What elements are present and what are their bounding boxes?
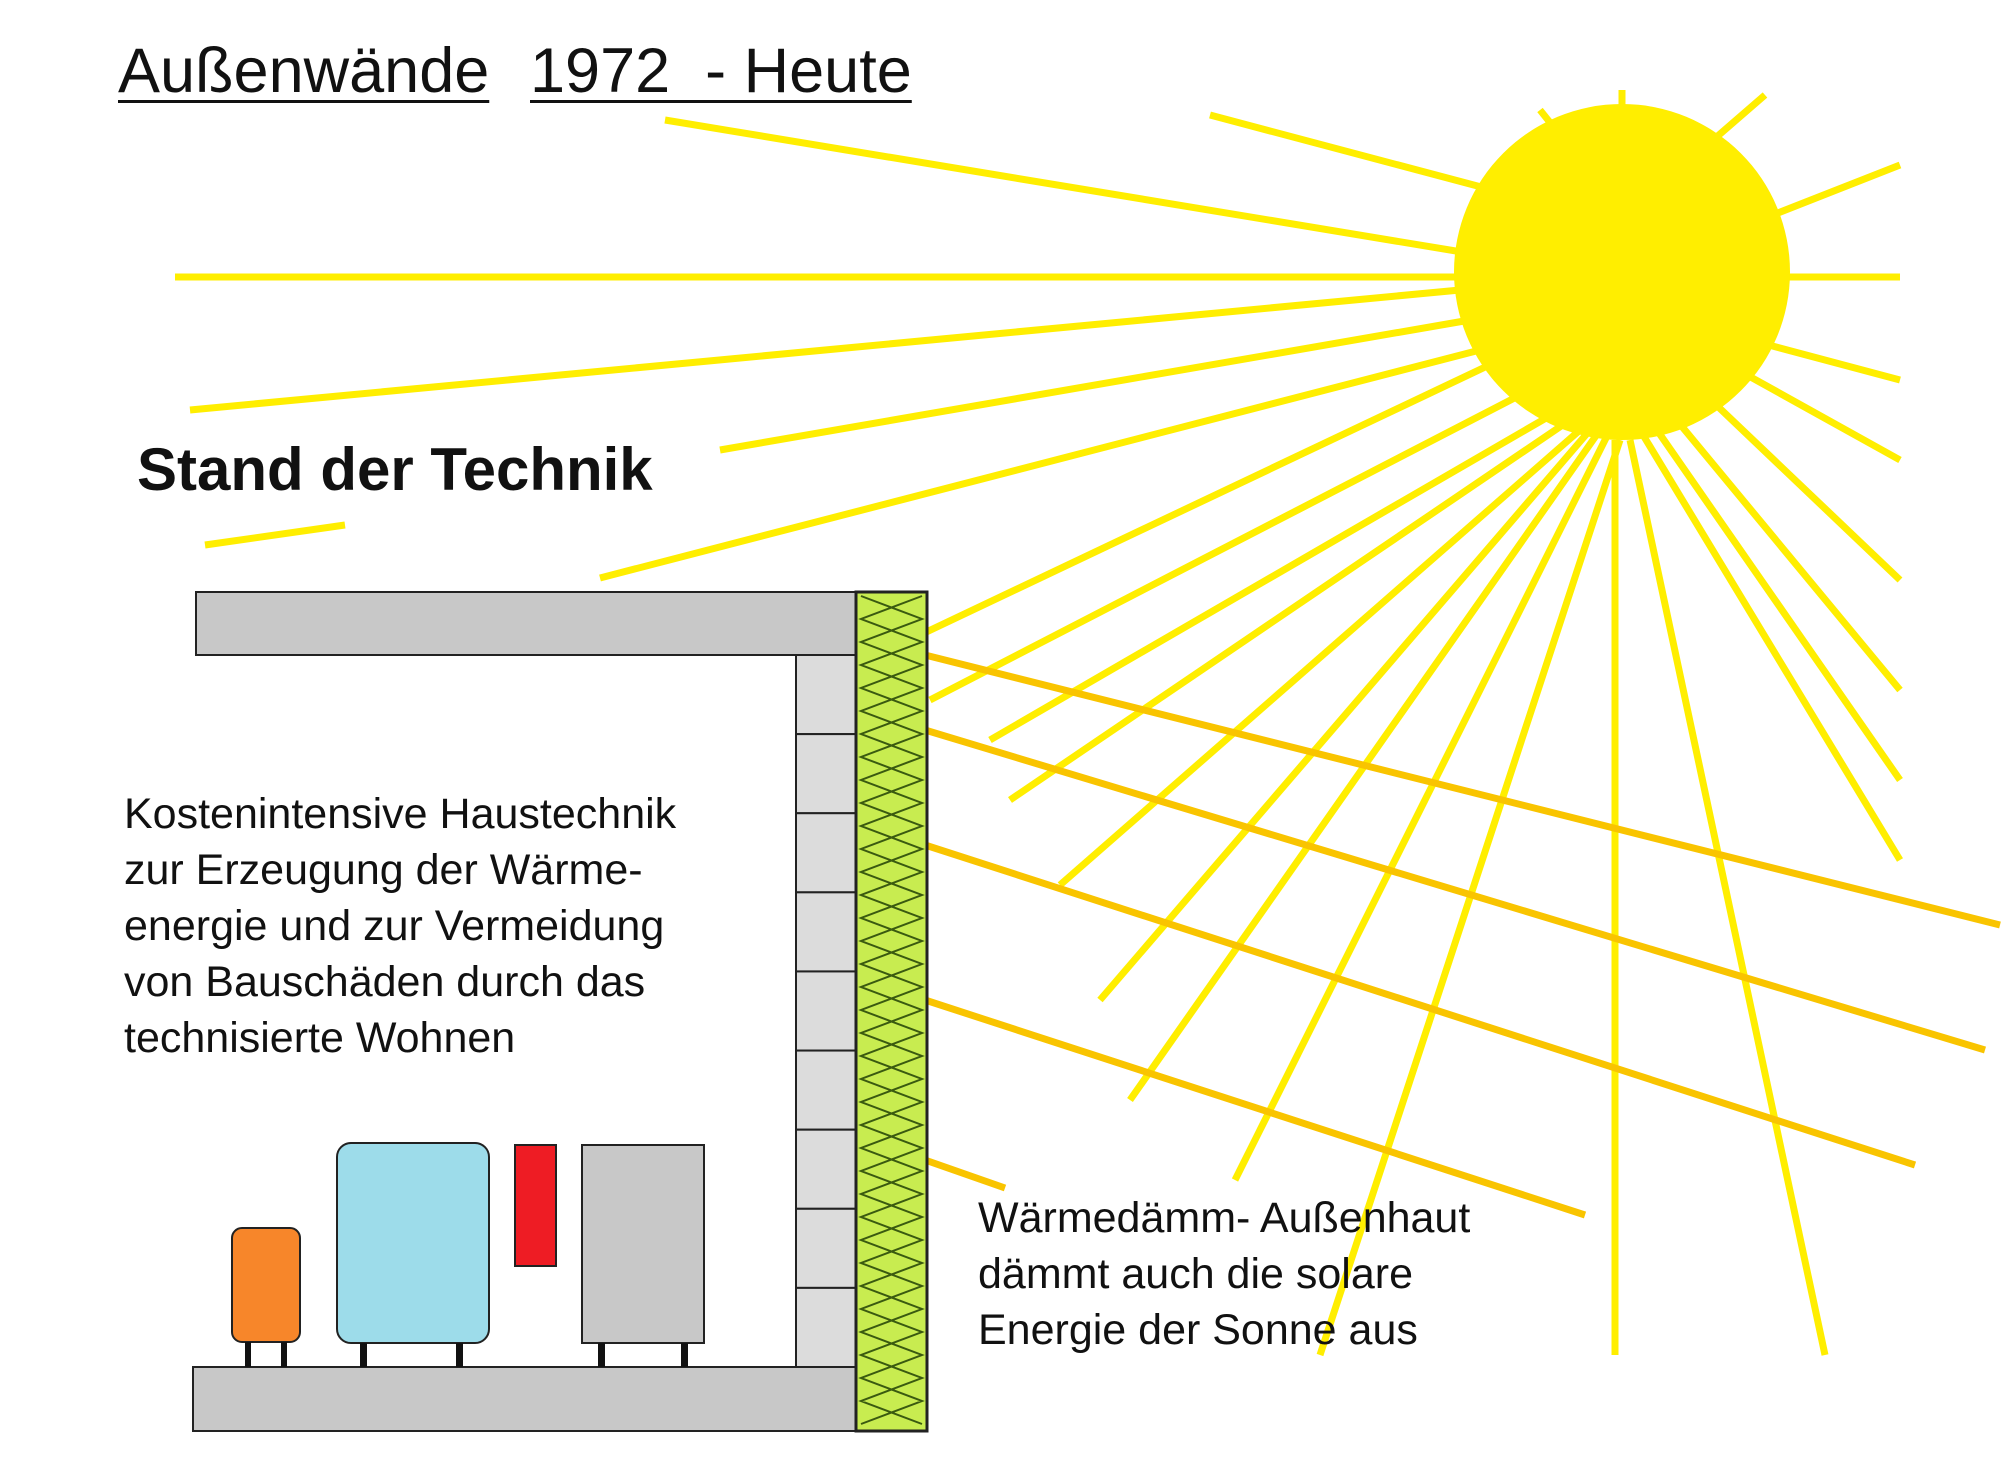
- storage-tank: [337, 1143, 489, 1343]
- masonry-block: [796, 1051, 856, 1130]
- right-caption: [978, 1190, 1470, 1358]
- sun-ray: [1760, 165, 1900, 220]
- boiler-leg: [598, 1343, 605, 1367]
- title-part-1: Außenwände: [118, 36, 490, 106]
- sun-ray: [665, 120, 1480, 255]
- sun-ray: [205, 525, 345, 545]
- heading: Stand der Technik: [137, 436, 653, 503]
- red-radiator: [515, 1145, 556, 1266]
- tank-leg: [456, 1343, 463, 1367]
- sun-ray: [1690, 380, 1900, 580]
- reflected-ray: [925, 1160, 1005, 1188]
- masonry-block: [796, 1209, 856, 1288]
- left-caption: [124, 786, 676, 1066]
- boiler: [582, 1145, 704, 1343]
- left-caption-line: Kostenintensive Haustechnik: [124, 790, 677, 838]
- masonry-block: [796, 892, 856, 971]
- left-caption-line: zur Erzeugung der Wärme-: [124, 846, 643, 894]
- masonry-block: [796, 813, 856, 892]
- orange-heater: [232, 1228, 300, 1342]
- sun-ray: [1235, 430, 1610, 1180]
- left-caption-line: energie und zur Vermeidung: [124, 902, 665, 950]
- sun-ray: [190, 290, 1460, 410]
- sun-ray: [1010, 420, 1570, 800]
- reflected-ray: [925, 1000, 1585, 1215]
- masonry-block: [796, 1130, 856, 1209]
- masonry-block: [796, 971, 856, 1050]
- heater-leg: [281, 1342, 287, 1367]
- tank-leg: [360, 1343, 367, 1367]
- reflected-ray: [925, 730, 1985, 1050]
- ceiling-slab: [196, 592, 856, 655]
- masonry-block: [796, 655, 856, 734]
- left-caption-line: technisierte Wohnen: [124, 1014, 516, 1062]
- reflected-rays: [925, 655, 2000, 1215]
- reflected-ray: [925, 845, 1915, 1165]
- floor-slab: [193, 1367, 856, 1431]
- right-caption-line: dämmt auch die solare: [978, 1250, 1413, 1298]
- right-caption-line: Energie der Sonne aus: [978, 1306, 1418, 1354]
- left-caption-line: von Bauschäden durch das: [124, 958, 646, 1006]
- heater-leg: [245, 1342, 251, 1367]
- boiler-leg: [681, 1343, 688, 1367]
- heating-equipment: [232, 1143, 704, 1367]
- right-caption-line: Wärmedämm- Außenhaut: [978, 1194, 1471, 1242]
- sun-icon: [1454, 104, 1790, 440]
- masonry-block: [796, 1288, 856, 1367]
- masonry-block: [796, 734, 856, 813]
- sun-ray: [600, 350, 1480, 578]
- title-part-2: 1972 - Heute: [530, 36, 912, 106]
